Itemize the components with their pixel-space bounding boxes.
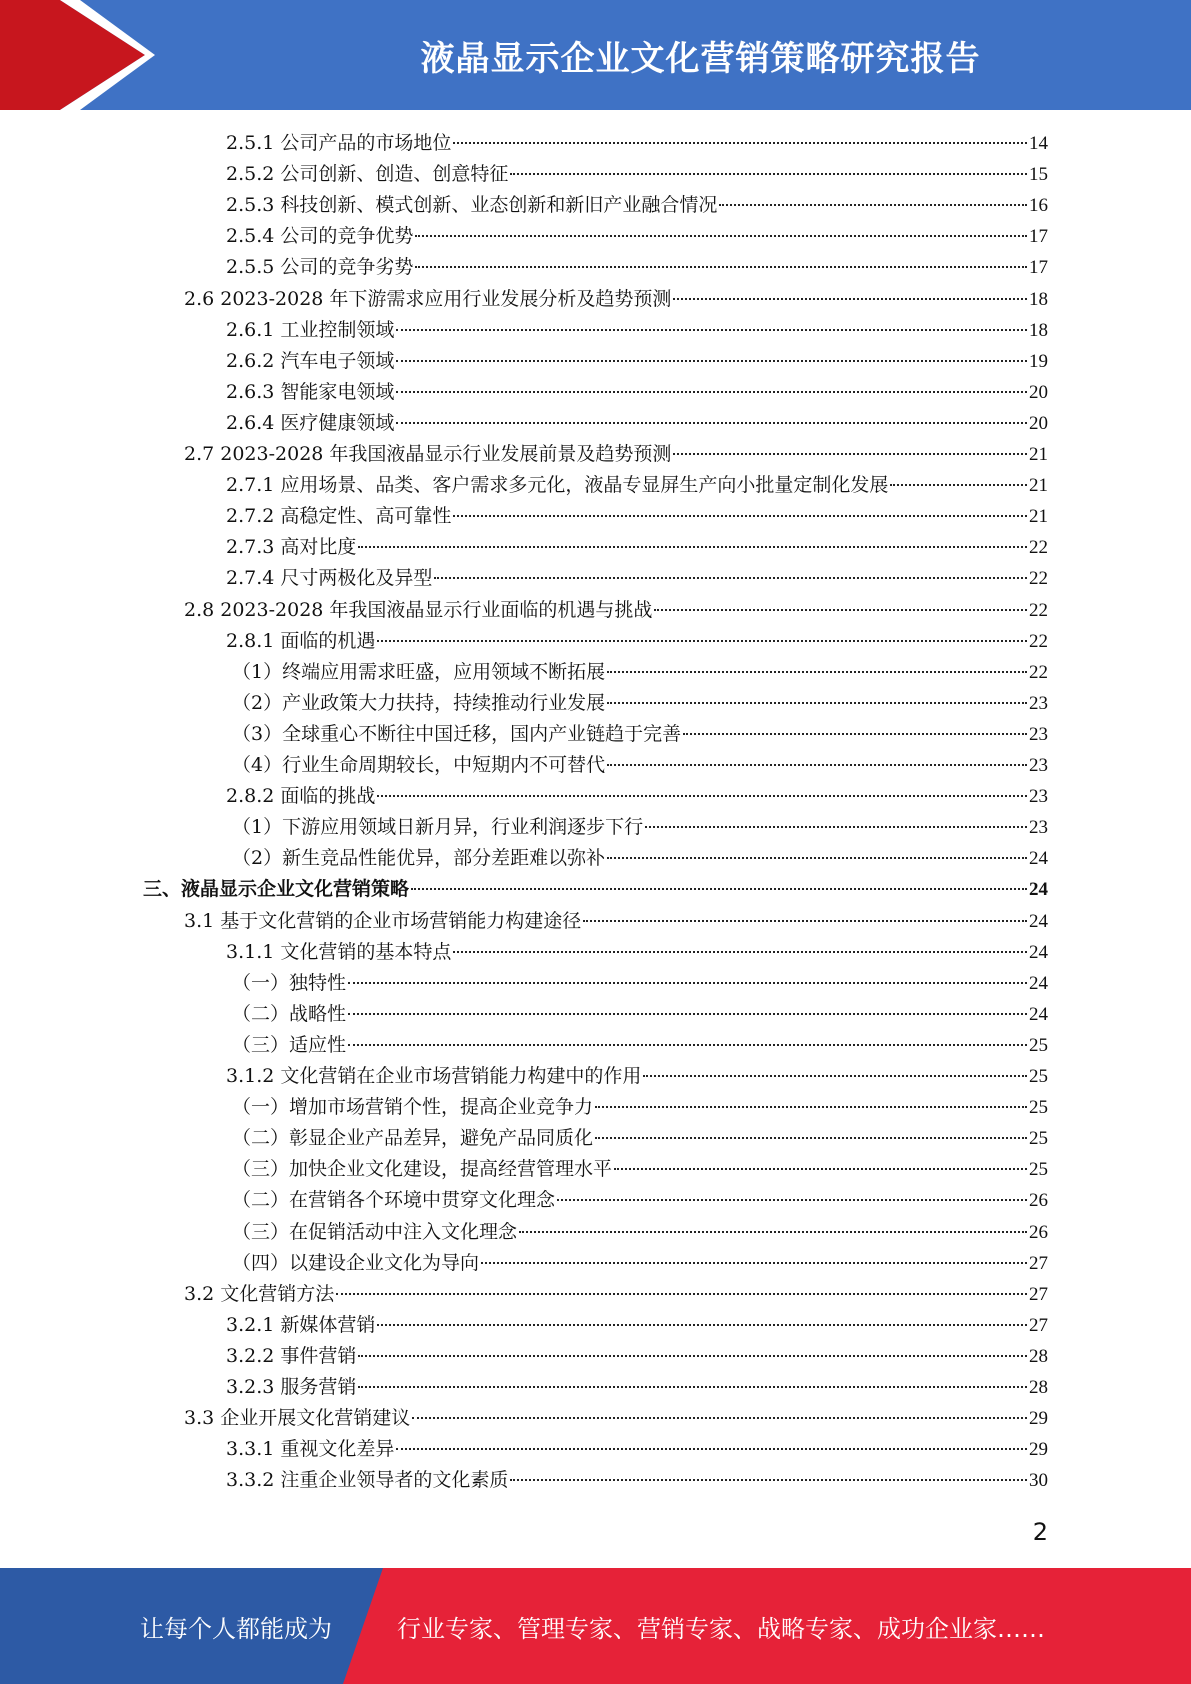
toc-dot-leader bbox=[434, 577, 1027, 579]
toc-entry-page: 26 bbox=[1029, 1221, 1048, 1243]
toc-entry[interactable] bbox=[226, 1434, 1048, 1465]
toc-entry-label: 2.5.1 公司产品的市场地位 bbox=[226, 132, 452, 154]
toc-dot-leader bbox=[348, 1013, 1027, 1015]
toc-entry-label: 3.1 基于文化营销的企业市场营销能力构建途径 bbox=[184, 909, 582, 932]
toc-entry-page: 30 bbox=[1029, 1470, 1048, 1492]
toc-entry-label: （四）以建设企业文化为导向 bbox=[232, 1251, 480, 1274]
toc-entry-page: 17 bbox=[1029, 257, 1048, 279]
toc-entry[interactable] bbox=[232, 1217, 1048, 1248]
toc-entry-page: 23 bbox=[1029, 817, 1048, 839]
toc-dot-leader bbox=[358, 546, 1027, 548]
toc-dot-leader bbox=[411, 888, 1027, 890]
toc-entry-page: 23 bbox=[1029, 723, 1048, 745]
toc-entry-page: 28 bbox=[1029, 1345, 1048, 1367]
toc-entry[interactable] bbox=[226, 501, 1048, 532]
toc-entry[interactable] bbox=[232, 1030, 1048, 1061]
page-header bbox=[0, 0, 1191, 110]
toc-dot-leader bbox=[510, 1479, 1027, 1481]
toc-entry-label: 2.7.2 高稳定性、高可靠性 bbox=[226, 505, 452, 528]
toc-entry[interactable] bbox=[232, 812, 1048, 843]
toc-entry-label: （1）终端应用需求旺盛，应用领域不断拓展 bbox=[232, 660, 606, 683]
toc-entry-page: 24 bbox=[1029, 941, 1048, 963]
toc-entry-page: 25 bbox=[1029, 1097, 1048, 1119]
toc-entry-label: （4）行业生命周期较长，中短期内不可替代 bbox=[232, 754, 606, 776]
toc-entry-page: 24 bbox=[1029, 879, 1048, 901]
toc-entry-page: 23 bbox=[1029, 786, 1048, 808]
toc-dot-leader bbox=[358, 1355, 1027, 1357]
toc-entry[interactable] bbox=[226, 408, 1048, 439]
toc-entry-label: （3）全球重心不断往中国迁移，国内产业链趋于完善 bbox=[232, 722, 682, 745]
toc-entry[interactable] bbox=[232, 688, 1048, 719]
toc-entry[interactable] bbox=[226, 1372, 1048, 1403]
toc-entry[interactable] bbox=[226, 377, 1048, 408]
toc-entry-page: 15 bbox=[1029, 164, 1048, 186]
toc-entry-label: （2）产业政策大力扶持，持续推动行业发展 bbox=[232, 691, 606, 714]
toc-entry-page: 24 bbox=[1029, 1003, 1048, 1025]
toc-dot-leader bbox=[396, 422, 1027, 424]
toc-entry-page: 25 bbox=[1029, 1159, 1048, 1181]
toc-entry-page: 22 bbox=[1029, 630, 1048, 652]
toc-entry-page: 18 bbox=[1029, 288, 1048, 310]
toc-dot-leader bbox=[890, 484, 1027, 486]
toc-dot-leader bbox=[415, 235, 1027, 237]
toc-entry-page: 27 bbox=[1029, 1314, 1048, 1336]
toc-dot-leader bbox=[673, 298, 1027, 300]
toc-entry-page: 24 bbox=[1029, 848, 1048, 870]
toc-entry[interactable] bbox=[226, 1341, 1048, 1372]
toc-entry-label: （一）独特性 bbox=[232, 971, 347, 994]
toc-entry-label: 2.7.3 高对比度 bbox=[226, 536, 357, 559]
toc-entry[interactable] bbox=[226, 252, 1048, 283]
toc-entry-label: 2.5.3 科技创新、模式创新、业态创新和新旧产业融合情况 bbox=[226, 194, 718, 217]
toc-entry-page: 18 bbox=[1029, 319, 1048, 341]
toc-entry-label: 2.5.5 公司的竞争劣势 bbox=[226, 256, 414, 279]
toc-dot-leader bbox=[557, 1199, 1027, 1201]
toc-dot-leader bbox=[453, 515, 1027, 517]
toc-entry[interactable] bbox=[232, 1248, 1048, 1279]
toc-entry[interactable] bbox=[226, 315, 1048, 346]
toc-entry-label: 2.6.4 医疗健康领域 bbox=[226, 411, 395, 434]
toc-entry-page: 17 bbox=[1029, 226, 1048, 248]
toc-entry-page: 25 bbox=[1029, 1128, 1048, 1150]
toc-entry[interactable] bbox=[232, 1092, 1048, 1123]
toc-entry-page: 21 bbox=[1029, 444, 1048, 465]
toc-entry-page: 27 bbox=[1029, 1283, 1048, 1305]
toc-entry-label: 3.3.2 注重企业领导者的文化素质 bbox=[226, 1469, 509, 1492]
toc-dot-leader bbox=[654, 609, 1027, 611]
toc-entry[interactable] bbox=[184, 1403, 1048, 1434]
toc-dot-leader bbox=[481, 1262, 1027, 1264]
toc-dot-leader bbox=[396, 329, 1027, 331]
toc-entry-label: （三）在促销活动中注入文化理念 bbox=[232, 1220, 518, 1243]
toc-entry-page: 21 bbox=[1029, 475, 1048, 497]
toc-entry[interactable] bbox=[184, 595, 1048, 626]
toc-entry-label: 3.2.3 服务营销 bbox=[226, 1376, 357, 1398]
toc-entry[interactable] bbox=[226, 470, 1048, 501]
toc-entry-label: 3.3 企业开展文化营销建议 bbox=[184, 1407, 411, 1430]
toc-entry-label: 3.1.1 文化营销的基本特点 bbox=[226, 940, 452, 963]
toc-entry-label: 2.7.1 应用场景、品类、客户需求多元化，液晶专显屏生产向小批量定制化发展 bbox=[226, 474, 889, 497]
toc-dot-leader bbox=[607, 702, 1027, 704]
toc-entry-page: 21 bbox=[1029, 506, 1048, 528]
toc-entry-label: （二）彰显企业产品差异，避免产品同质化 bbox=[232, 1127, 594, 1150]
toc-entry-label: （二）在营销各个环境中贯穿文化理念 bbox=[232, 1189, 556, 1212]
toc-entry[interactable] bbox=[226, 128, 1048, 159]
toc-entry-page: 22 bbox=[1029, 568, 1048, 590]
toc-dot-leader bbox=[377, 640, 1027, 642]
toc-entry-label: 2.7 2023-2028 年我国液晶显示行业发展前景及趋势预测 bbox=[184, 443, 672, 465]
toc-entry-label: 3.3.1 重视文化差异 bbox=[226, 1438, 395, 1461]
toc-dot-leader bbox=[453, 951, 1027, 953]
toc-dot-leader bbox=[396, 391, 1027, 393]
toc-dot-leader bbox=[336, 1293, 1027, 1295]
toc-dot-leader bbox=[348, 982, 1027, 984]
toc-entry[interactable] bbox=[184, 1279, 1048, 1310]
toc-entry-label: 2.8 2023-2028 年我国液晶显示行业面临的机遇与挑战 bbox=[184, 598, 653, 621]
toc-entry-label: 2.7.4 尺寸两极化及异型 bbox=[226, 567, 433, 590]
toc-dot-leader bbox=[415, 266, 1027, 268]
toc-dot-leader bbox=[396, 1448, 1027, 1450]
toc-dot-leader bbox=[643, 1075, 1027, 1077]
toc-dot-leader bbox=[683, 733, 1027, 735]
toc-dot-leader bbox=[348, 1044, 1027, 1046]
toc-dot-leader bbox=[519, 1231, 1027, 1233]
toc-entry-label: 2.6.3 智能家电领域 bbox=[226, 380, 395, 403]
footer-slogan-right: 行业专家、管理专家、营销专家、战略专家、成功企业家…… bbox=[397, 1614, 1045, 1643]
toc-dot-leader bbox=[595, 1137, 1027, 1139]
toc-dot-leader bbox=[377, 795, 1027, 797]
toc-entry[interactable] bbox=[232, 1123, 1048, 1154]
toc-entry-page: 29 bbox=[1029, 1408, 1048, 1430]
toc-dot-leader bbox=[719, 204, 1027, 206]
toc-dot-leader bbox=[412, 1417, 1027, 1419]
toc-dot-leader bbox=[510, 173, 1027, 175]
toc-entry[interactable] bbox=[232, 968, 1048, 999]
toc-entry-page: 20 bbox=[1029, 381, 1048, 403]
toc-entry-label: 3.1.2 文化营销在企业市场营销能力构建中的作用 bbox=[226, 1065, 642, 1087]
toc-dot-leader bbox=[583, 920, 1027, 922]
toc-dot-leader bbox=[607, 857, 1027, 859]
toc-entry[interactable] bbox=[226, 1061, 1048, 1092]
toc-entry[interactable] bbox=[226, 781, 1048, 812]
toc-entry-page: 20 bbox=[1029, 412, 1048, 434]
toc-entry[interactable] bbox=[226, 1465, 1048, 1496]
toc-entry[interactable] bbox=[232, 843, 1048, 874]
page-number: 2 bbox=[1032, 1518, 1048, 1546]
toc-entry-label: （二）战略性 bbox=[232, 1002, 347, 1025]
toc-entry[interactable] bbox=[226, 1310, 1048, 1341]
toc-entry[interactable] bbox=[232, 657, 1048, 688]
toc-dot-leader bbox=[377, 1324, 1027, 1326]
toc-entry[interactable] bbox=[226, 626, 1048, 657]
toc-entry-page: 24 bbox=[1029, 972, 1048, 994]
toc-entry-label: （2）新生竞品性能优异，部分差距难以弥补 bbox=[232, 847, 606, 870]
toc-dot-leader bbox=[396, 360, 1027, 362]
toc-entry[interactable] bbox=[226, 159, 1048, 190]
toc-entry-page: 22 bbox=[1029, 537, 1048, 559]
toc-entry[interactable] bbox=[226, 190, 1048, 221]
toc-entry[interactable] bbox=[226, 937, 1048, 968]
toc-entry-page: 26 bbox=[1029, 1190, 1048, 1212]
toc-entry[interactable] bbox=[226, 563, 1048, 594]
toc-entry-label: 2.5.2 公司创新、创造、创意特征 bbox=[226, 163, 509, 186]
toc-entry-page: 24 bbox=[1029, 910, 1048, 932]
toc-entry[interactable] bbox=[226, 532, 1048, 563]
toc-entry-page: 25 bbox=[1029, 1034, 1048, 1056]
toc-entry-label: 2.5.4 公司的竞争优势 bbox=[226, 225, 414, 248]
toc-entry-label: 2.6.2 汽车电子领域 bbox=[226, 349, 395, 372]
toc-entry[interactable] bbox=[232, 750, 1048, 781]
toc-entry[interactable] bbox=[232, 1154, 1048, 1185]
toc-entry-label: 2.8.2 面临的挑战 bbox=[226, 785, 376, 808]
toc-entry-label: 3.2.1 新媒体营销 bbox=[226, 1313, 376, 1336]
toc-entry-page: 16 bbox=[1029, 195, 1048, 217]
toc-entry[interactable] bbox=[226, 346, 1048, 377]
toc-entry-page: 14 bbox=[1029, 133, 1048, 154]
toc-entry-page: 28 bbox=[1029, 1377, 1048, 1398]
toc-entry-label: 三、液晶显示企业文化营销策略 bbox=[143, 878, 410, 901]
toc-dot-leader bbox=[453, 142, 1027, 144]
toc-entry-label: 3.2 文化营销方法 bbox=[184, 1282, 335, 1305]
toc-dot-leader bbox=[607, 671, 1027, 673]
toc-dot-leader bbox=[614, 1168, 1027, 1170]
toc-entry-page: 23 bbox=[1029, 755, 1048, 776]
toc-entry-label: 2.6.1 工业控制领域 bbox=[226, 318, 395, 341]
toc-entry-label: （一）增加市场营销个性，提高企业竞争力 bbox=[232, 1096, 594, 1119]
page-footer bbox=[0, 1568, 1191, 1684]
toc-dot-leader bbox=[645, 826, 1027, 828]
toc-entry[interactable] bbox=[184, 906, 1048, 937]
toc-entry-page: 23 bbox=[1029, 692, 1048, 714]
toc-entry-label: 3.2.2 事件营销 bbox=[226, 1344, 357, 1367]
toc-entry-label: （三）适应性 bbox=[232, 1033, 347, 1056]
toc-entry[interactable] bbox=[184, 284, 1048, 315]
toc-entry[interactable] bbox=[143, 874, 1048, 905]
toc-entry-label: 2.8.1 面临的机遇 bbox=[226, 629, 376, 652]
toc-entry-label: （1）下游应用领域日新月异，行业利润逐步下行 bbox=[232, 816, 644, 839]
toc-entry[interactable] bbox=[232, 719, 1048, 750]
toc-entry-page: 29 bbox=[1029, 1439, 1048, 1461]
toc-dot-leader bbox=[607, 764, 1027, 766]
toc-dot-leader bbox=[673, 453, 1027, 455]
toc-dot-leader bbox=[595, 1106, 1027, 1108]
toc-entry[interactable] bbox=[184, 439, 1048, 470]
toc-entry-page: 22 bbox=[1029, 661, 1048, 683]
toc-entry-page: 22 bbox=[1029, 599, 1048, 621]
toc-entry[interactable] bbox=[232, 1185, 1048, 1216]
toc-entry-label: （三）加快企业文化建设，提高经营管理水平 bbox=[232, 1158, 613, 1181]
toc-dot-leader bbox=[358, 1386, 1027, 1388]
report-title: 液晶显示企业文化营销策略研究报告 bbox=[420, 38, 981, 79]
footer-slogan-left: 让每个人都能成为 bbox=[140, 1614, 332, 1643]
toc-entry[interactable] bbox=[232, 999, 1048, 1030]
toc-entry-page: 27 bbox=[1029, 1252, 1048, 1274]
toc-entry[interactable] bbox=[226, 221, 1048, 252]
toc-entry-page: 19 bbox=[1029, 350, 1048, 372]
toc-entry-label: 2.6 2023-2028 年下游需求应用行业发展分析及趋势预测 bbox=[184, 287, 672, 310]
toc-entry-page: 25 bbox=[1029, 1066, 1048, 1087]
